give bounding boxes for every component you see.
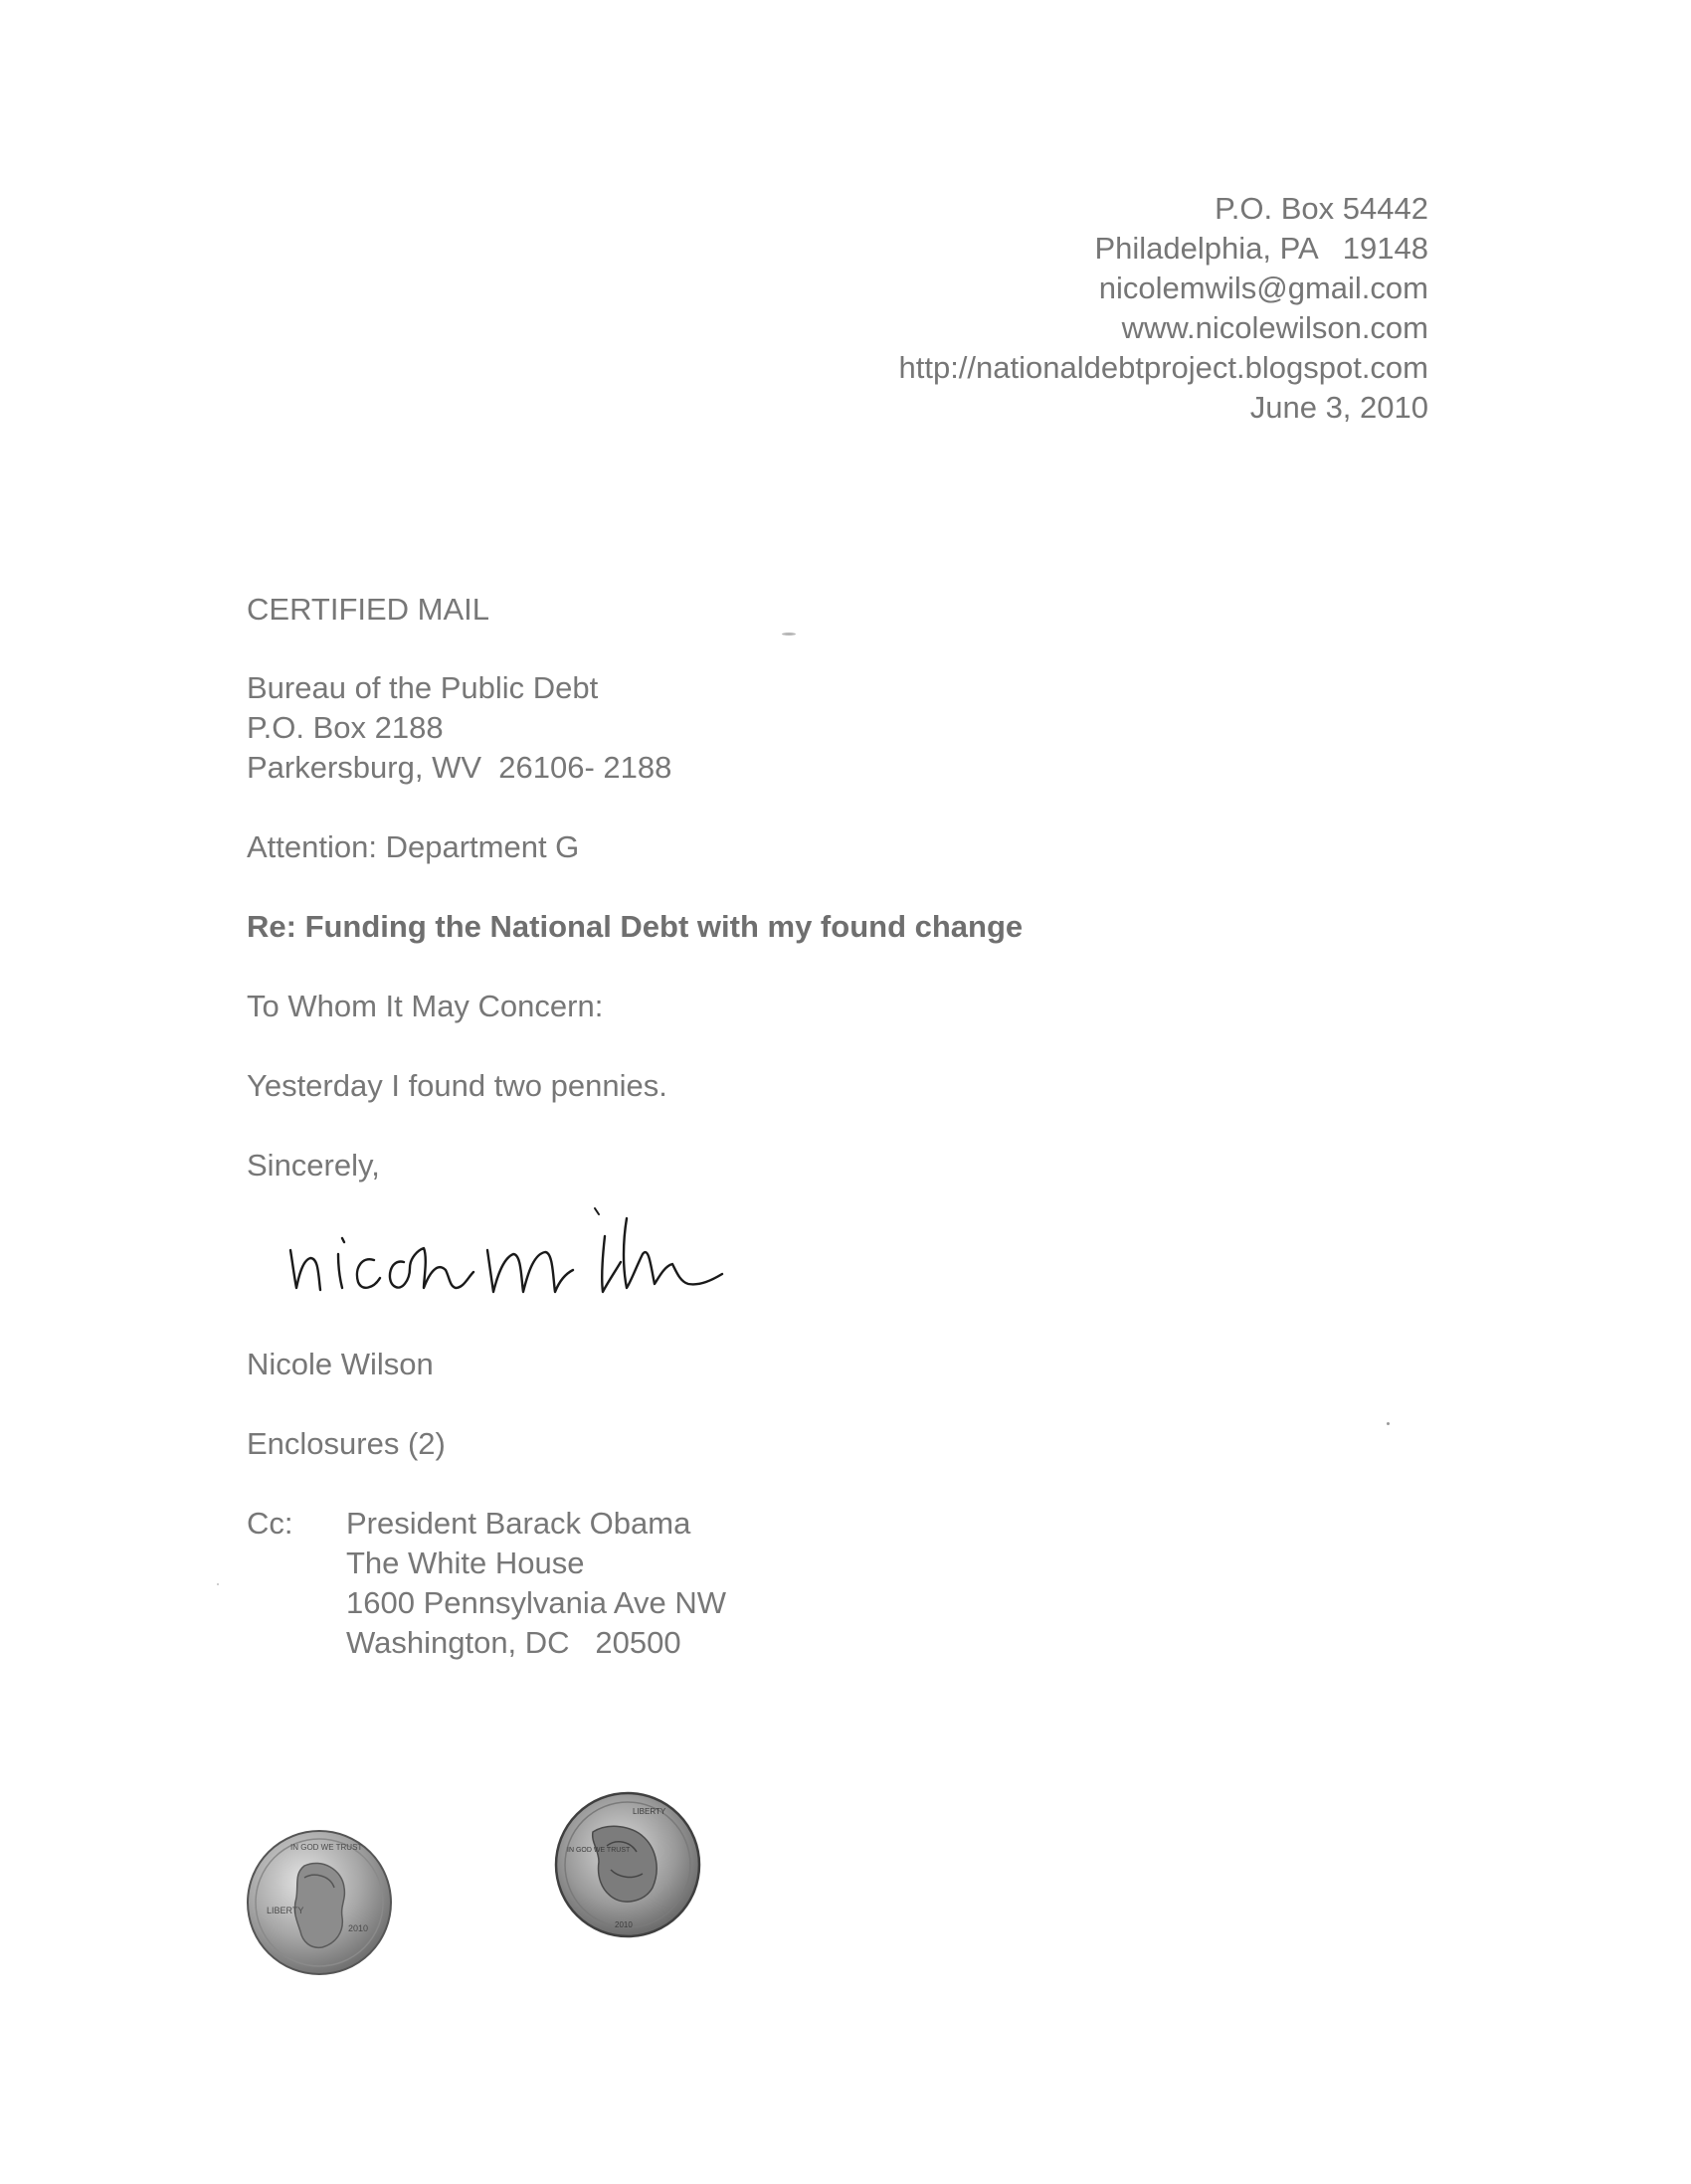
scan-speck xyxy=(217,1583,219,1585)
return-blog-url: http://nationaldebtproject.blogspot.com xyxy=(898,350,1428,385)
return-website: www.nicolewilson.com xyxy=(1121,310,1428,345)
delivery-method: CERTIFIED MAIL xyxy=(247,592,490,627)
closing: Sincerely, xyxy=(247,1148,380,1183)
cc-label: Cc: xyxy=(247,1506,293,1541)
return-address xyxy=(898,189,1428,428)
recipient-name: Bureau of the Public Debt xyxy=(247,670,599,705)
coin-1-year: 2010 xyxy=(348,1923,369,1933)
cc-name: President Barack Obama xyxy=(346,1506,691,1541)
recipient-address xyxy=(247,668,671,788)
coin-1-liberty: LIBERTY xyxy=(267,1906,304,1915)
penny-face-image xyxy=(553,1790,702,1939)
coin-1-motto: IN GOD WE TRUST xyxy=(290,1843,363,1852)
return-city-state-zip: Philadelphia, PA 19148 xyxy=(1094,231,1428,266)
handwritten-signature xyxy=(279,1188,816,1328)
cc-organization: The White House xyxy=(346,1546,585,1580)
letter-date: June 3, 2010 xyxy=(1249,390,1428,425)
subject-line: Re: Funding the National Debt with my found change xyxy=(247,909,1024,944)
return-po-box: P.O. Box 54442 xyxy=(1215,191,1428,226)
scan-speck xyxy=(1387,1422,1390,1425)
coin-2-liberty: LIBERTY xyxy=(633,1807,666,1816)
scan-speck xyxy=(782,633,796,636)
recipient-city-state-zip: Parkersburg, WV 26106- 2188 xyxy=(247,750,672,785)
enclosures-note: Enclosures (2) xyxy=(247,1426,446,1461)
coin-2-year: 2010 xyxy=(615,1920,633,1929)
cc-recipient xyxy=(346,1504,726,1663)
attention-line: Attention: Department G xyxy=(247,829,580,864)
penny-obverse-image xyxy=(245,1828,394,1977)
signer-name: Nicole Wilson xyxy=(247,1347,434,1381)
cc-street: 1600 Pennsylvania Ave NW xyxy=(346,1585,726,1620)
coin-2-motto: IN GOD WE TRUST xyxy=(567,1847,631,1854)
salutation: To Whom It May Concern: xyxy=(247,989,604,1023)
recipient-po-box: P.O. Box 2188 xyxy=(247,710,444,745)
letter-body: Yesterday I found two pennies. xyxy=(247,1068,667,1103)
return-email: nicolemwils@gmail.com xyxy=(1098,271,1428,305)
cc-city-state-zip: Washington, DC 20500 xyxy=(346,1625,681,1660)
